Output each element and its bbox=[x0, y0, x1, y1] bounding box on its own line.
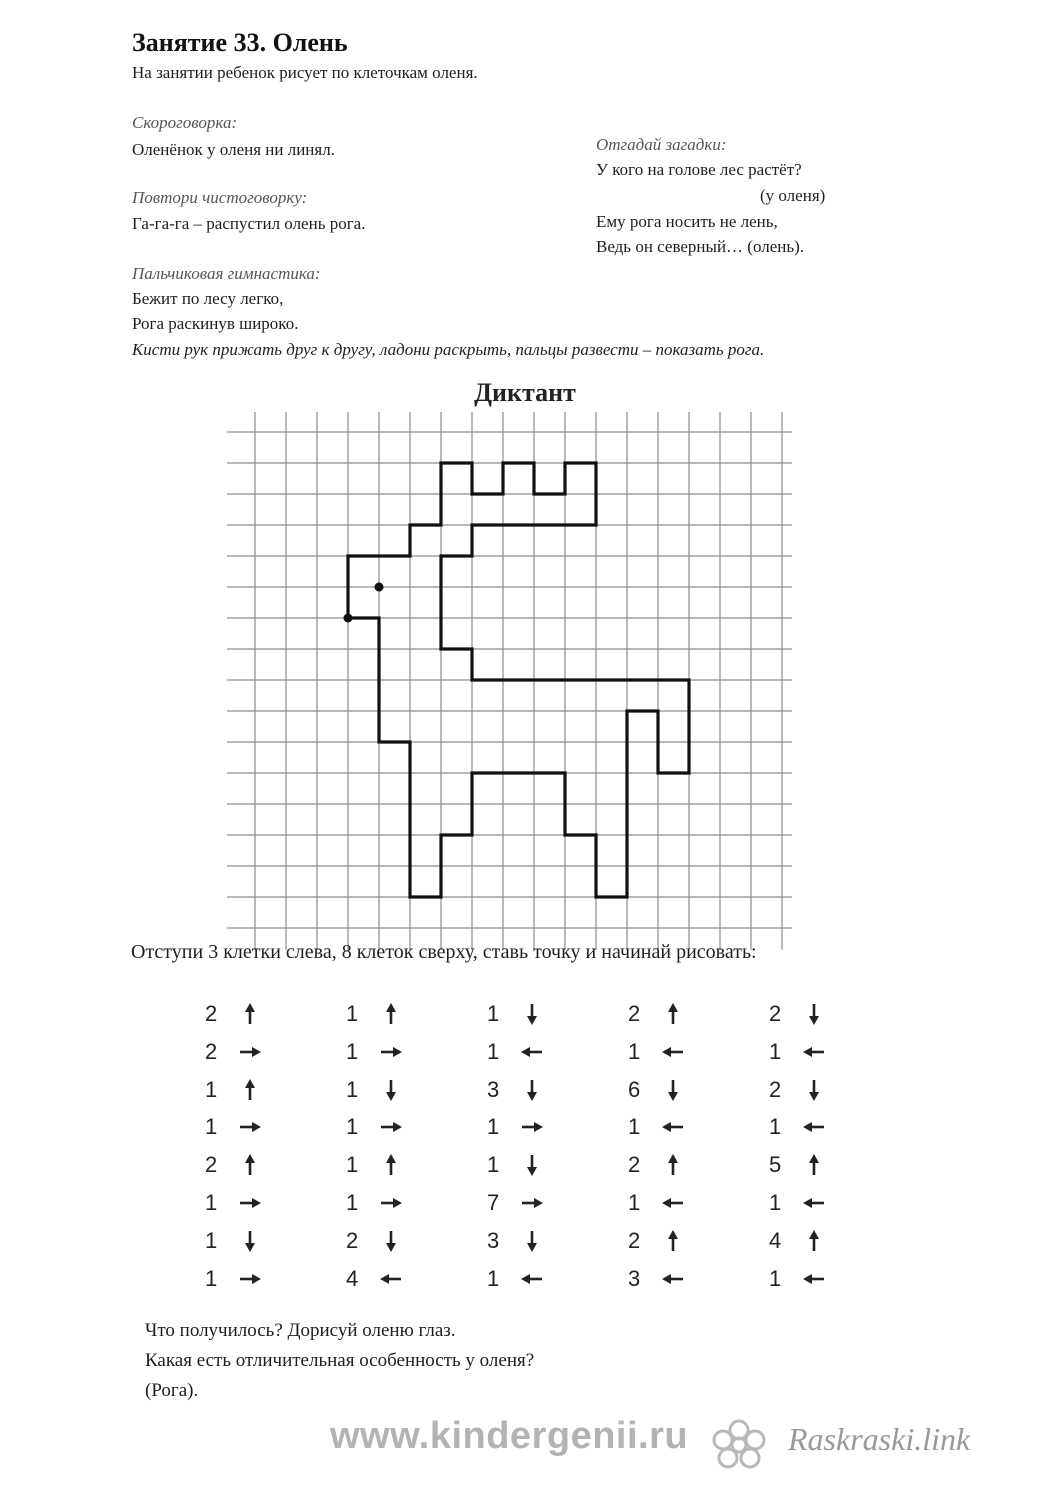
step-count: 1 bbox=[346, 1001, 359, 1026]
dictation-step bbox=[205, 1001, 263, 1027]
step-count: 1 bbox=[487, 1001, 500, 1026]
dictation-step bbox=[205, 1228, 263, 1254]
dictation-step bbox=[769, 1039, 827, 1065]
arrow-right-icon bbox=[378, 1114, 404, 1140]
dictation-step bbox=[628, 1001, 686, 1027]
arrow-up-icon bbox=[237, 1077, 263, 1103]
dictation-step bbox=[346, 1152, 404, 1178]
step-count: 4 bbox=[769, 1227, 782, 1253]
step-count: 1 bbox=[346, 1038, 359, 1064]
riddles-label: Отгадай загадки: bbox=[596, 135, 727, 154]
step-count: 1 bbox=[769, 1114, 782, 1140]
arrow-up-icon bbox=[378, 1001, 404, 1027]
dictation-step bbox=[346, 1077, 404, 1103]
dictation-step bbox=[346, 1190, 404, 1216]
riddle-answer1: (у оленя) bbox=[760, 186, 826, 205]
arrow-up-icon bbox=[801, 1228, 827, 1254]
dictation-step bbox=[487, 1190, 545, 1216]
dictation-step bbox=[769, 1228, 827, 1254]
step-count: 1 bbox=[769, 1190, 782, 1215]
arrow-up-icon bbox=[237, 1001, 263, 1027]
arrow-right-icon bbox=[378, 1190, 404, 1216]
question-line2: Какая есть отличительная особенность у оленя? bbox=[145, 1350, 535, 1371]
arrow-down-icon bbox=[237, 1228, 263, 1254]
step-count: 1 bbox=[205, 1227, 218, 1253]
riddle-line4: Ведь он северный… (олень). bbox=[596, 237, 805, 256]
arrow-right-icon bbox=[237, 1266, 263, 1292]
arrow-down-icon bbox=[801, 1001, 827, 1027]
step-count: 2 bbox=[769, 1076, 782, 1102]
dictation-step bbox=[205, 1114, 263, 1140]
arrow-left-icon bbox=[660, 1190, 686, 1216]
dictation-step bbox=[769, 1114, 827, 1140]
dictation-title: Диктант bbox=[474, 378, 576, 407]
step-count: 1 bbox=[487, 1265, 500, 1291]
step-count: 5 bbox=[769, 1152, 782, 1178]
step-count: 2 bbox=[628, 1001, 641, 1026]
footer-url: www.kindergenii.ru bbox=[330, 1415, 689, 1457]
dictation-step bbox=[628, 1114, 686, 1140]
arrow-left-icon bbox=[801, 1190, 827, 1216]
arrow-left-icon bbox=[660, 1039, 686, 1065]
arrow-down-icon bbox=[519, 1152, 545, 1178]
dictation-step bbox=[346, 1266, 404, 1292]
arrow-right-icon bbox=[378, 1039, 404, 1065]
dictation-step bbox=[205, 1077, 263, 1103]
lesson-subtitle: На занятии ребенок рисует по клеточкам оленя. bbox=[132, 63, 478, 82]
step-count: 1 bbox=[628, 1114, 641, 1140]
finger-gym-instruction: Кисти рук прижать друг к другу, ладони раскрыть, пальцы развести – показать рога. bbox=[132, 340, 765, 359]
arrow-down-icon bbox=[378, 1228, 404, 1254]
step-count: 1 bbox=[487, 1152, 500, 1178]
finger-gym-label: Пальчиковая гимнастика: bbox=[132, 264, 321, 283]
dictation-step bbox=[628, 1039, 686, 1065]
arrow-left-icon bbox=[519, 1039, 545, 1065]
arrow-left-icon bbox=[801, 1266, 827, 1292]
tongue-twister-text: Оленёнок у оленя ни линял. bbox=[132, 140, 335, 159]
dictation-step bbox=[628, 1228, 686, 1254]
dictation-step bbox=[769, 1077, 827, 1103]
arrow-left-icon bbox=[378, 1266, 404, 1292]
arrow-left-icon bbox=[519, 1266, 545, 1292]
dictation-step bbox=[487, 1039, 545, 1065]
arrow-right-icon bbox=[237, 1114, 263, 1140]
step-count: 1 bbox=[346, 1190, 359, 1215]
dictation-step bbox=[487, 1001, 545, 1027]
dictation-step bbox=[769, 1190, 827, 1216]
step-count: 3 bbox=[487, 1076, 500, 1102]
dictation-step bbox=[769, 1266, 827, 1292]
arrow-up-icon bbox=[660, 1001, 686, 1027]
dictation-step bbox=[487, 1077, 545, 1103]
arrow-up-icon bbox=[378, 1152, 404, 1178]
step-count: 1 bbox=[487, 1114, 500, 1140]
riddle-line1: У кого на голове лес растёт? bbox=[596, 160, 802, 179]
step-count: 2 bbox=[205, 1001, 218, 1026]
arrow-down-icon bbox=[519, 1228, 545, 1254]
arrow-down-icon bbox=[519, 1001, 545, 1027]
pure-twister-label: Повтори чистоговорку: bbox=[132, 188, 308, 207]
deer-eye bbox=[375, 583, 384, 592]
step-count: 3 bbox=[487, 1227, 500, 1253]
step-count: 1 bbox=[628, 1038, 641, 1064]
dictation-step bbox=[487, 1114, 545, 1140]
step-count: 2 bbox=[346, 1227, 359, 1253]
dictation-step bbox=[628, 1077, 686, 1103]
dictation-step bbox=[205, 1266, 263, 1292]
step-count: 1 bbox=[205, 1114, 218, 1140]
arrow-right-icon bbox=[519, 1190, 545, 1216]
dictation-step bbox=[487, 1228, 545, 1254]
step-count: 2 bbox=[205, 1038, 218, 1064]
arrow-up-icon bbox=[237, 1152, 263, 1178]
question-line3: (Рога). bbox=[145, 1380, 199, 1401]
step-count: 1 bbox=[205, 1190, 218, 1215]
step-count: 1 bbox=[769, 1038, 782, 1064]
riddle-line3: Ему рога носить не лень, bbox=[596, 212, 778, 231]
arrow-right-icon bbox=[237, 1190, 263, 1216]
dictation-step bbox=[346, 1114, 404, 1140]
step-count: 2 bbox=[205, 1152, 218, 1178]
step-count: 1 bbox=[346, 1076, 359, 1102]
tongue-twister-label: Скороговорка: bbox=[132, 113, 238, 132]
arrow-left-icon bbox=[660, 1114, 686, 1140]
dictation-step bbox=[346, 1228, 404, 1254]
dictation-step bbox=[205, 1039, 263, 1065]
step-count: 1 bbox=[346, 1114, 359, 1140]
arrow-up-icon bbox=[660, 1228, 686, 1254]
question-line1: Что получилось? Дорисуй оленю глаз. bbox=[145, 1320, 456, 1341]
arrow-right-icon bbox=[519, 1114, 545, 1140]
dictation-step bbox=[205, 1190, 263, 1216]
dictation-step bbox=[628, 1190, 686, 1216]
arrow-left-icon bbox=[801, 1039, 827, 1065]
arrow-up-icon bbox=[660, 1152, 686, 1178]
dictation-step bbox=[487, 1266, 545, 1292]
step-count: 1 bbox=[769, 1265, 782, 1291]
dictation-step bbox=[628, 1152, 686, 1178]
dictation-step bbox=[769, 1001, 827, 1027]
arrow-left-icon bbox=[801, 1114, 827, 1140]
dictation-step bbox=[205, 1152, 263, 1178]
arrow-left-icon bbox=[660, 1266, 686, 1292]
step-count: 4 bbox=[346, 1265, 359, 1291]
step-count: 2 bbox=[769, 1001, 782, 1026]
step-count: 1 bbox=[628, 1190, 641, 1215]
arrow-down-icon bbox=[519, 1077, 545, 1103]
step-count: 3 bbox=[628, 1265, 641, 1291]
dictation-step bbox=[628, 1266, 686, 1292]
arrow-down-icon bbox=[660, 1077, 686, 1103]
arrow-down-icon bbox=[801, 1077, 827, 1103]
pure-twister-text: Га-га-га – распустил олень рога. bbox=[132, 214, 366, 233]
finger-gym-line1: Бежит по лесу легко, bbox=[132, 289, 284, 308]
dictation-step bbox=[487, 1152, 545, 1178]
dictation-step bbox=[346, 1039, 404, 1065]
dictation-step bbox=[346, 1001, 404, 1027]
footer-brand: Raskraski.link bbox=[788, 1421, 971, 1457]
step-count: 7 bbox=[487, 1190, 500, 1215]
lesson-title: Занятие 33. Олень bbox=[132, 28, 348, 57]
arrow-right-icon bbox=[237, 1039, 263, 1065]
dictation-step bbox=[769, 1152, 827, 1178]
start-point bbox=[344, 614, 353, 623]
step-count: 2 bbox=[628, 1152, 641, 1178]
arrow-up-icon bbox=[801, 1152, 827, 1178]
step-count: 2 bbox=[628, 1227, 641, 1253]
step-count: 1 bbox=[346, 1152, 359, 1178]
arrow-down-icon bbox=[378, 1077, 404, 1103]
step-count: 6 bbox=[628, 1076, 641, 1102]
step-count: 1 bbox=[205, 1076, 218, 1102]
finger-gym-line2: Рога раскинув широко. bbox=[132, 314, 299, 333]
flower-logo-icon bbox=[708, 1418, 770, 1470]
step-count: 1 bbox=[487, 1038, 500, 1064]
start-instruction: Отступи 3 клетки слева, 8 клеток сверху, ставь точку и начинай рисовать: bbox=[131, 941, 757, 963]
step-count: 1 bbox=[205, 1265, 218, 1291]
